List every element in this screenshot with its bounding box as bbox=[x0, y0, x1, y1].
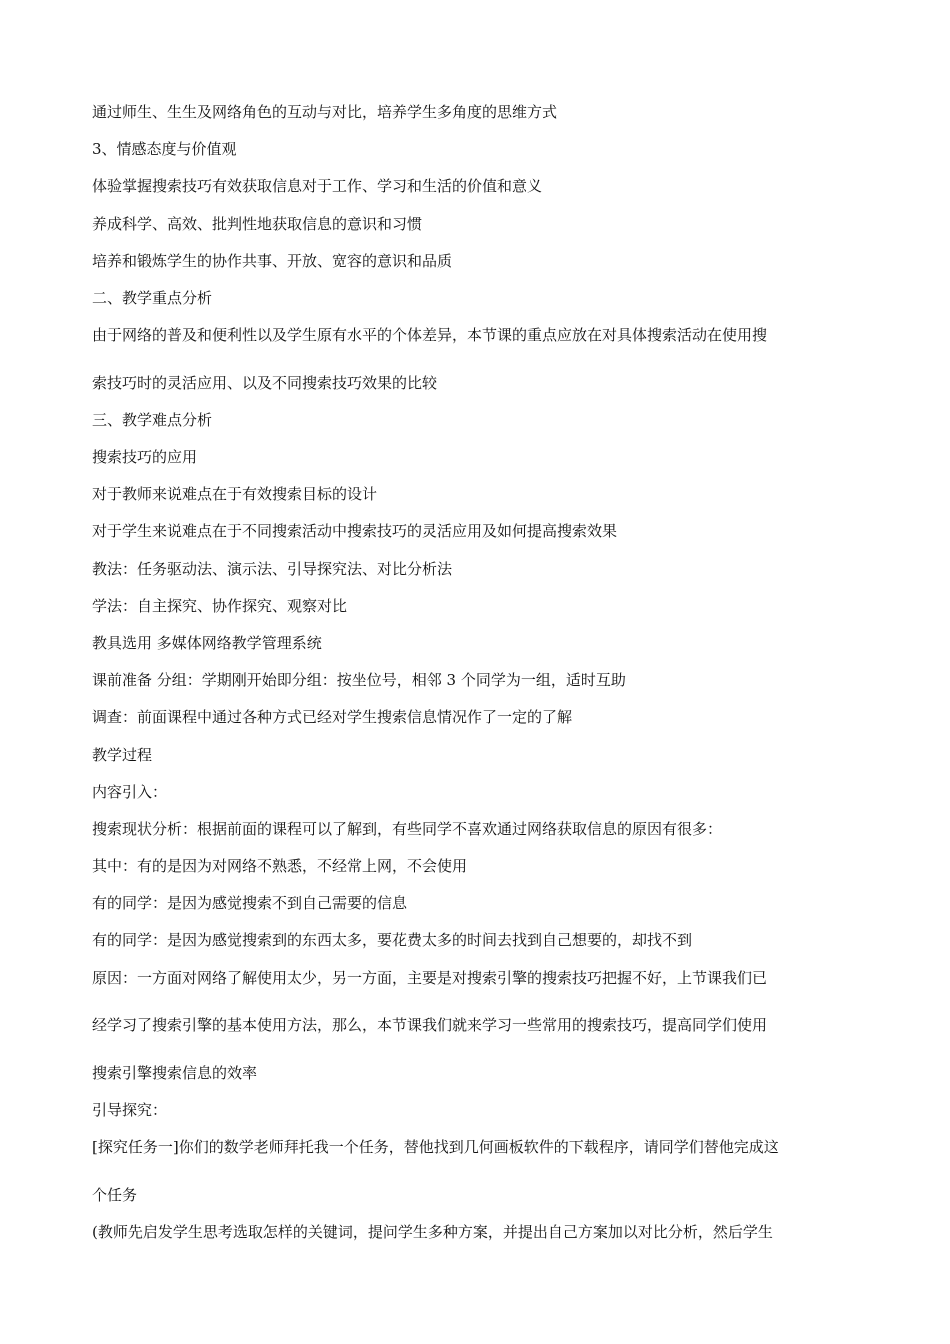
text-line: 由于网络的普及和便利性以及学生原有水平的个体差异，本节课的重点应放在对具体搜索活动在使用搜 bbox=[92, 326, 768, 345]
text-line: 原因：一方面对网络了解使用太少，另一方面，主要是对搜索引擎的搜索技巧把握不好，上节课我们已 bbox=[92, 968, 768, 987]
text-line: 搜索引擎搜索信息的效率 bbox=[92, 1063, 258, 1082]
text-line: 通过师生、生生及网络角色的互动与对比，培养学生多角度的思维方式 bbox=[92, 103, 558, 121]
text-line: 有的同学：是因为感觉搜索到的东西太多，要花费太多的时间去找到自己想要的，却找不到 bbox=[92, 931, 693, 950]
text-line: 其中：有的是因为对网络不熟悉，不经常上网，不会使用 bbox=[92, 857, 468, 876]
text-line: 教具选用 多媒体网络教学管理系统 bbox=[92, 633, 322, 652]
text-line: 有的同学：是因为感觉搜索不到自己需要的信息 bbox=[92, 894, 408, 913]
document-body bbox=[92, 99, 862, 1256]
text-line: 课前准备 分组：学期刚开始即分组：按坐位号，相邻 3 个同学为一组，适时互助 bbox=[92, 671, 626, 690]
text-line: [探究任务一]你们的数学老师拜托我一个任务，替他找到几何画板软件的下载程序，请同学们替他完成这 bbox=[92, 1138, 779, 1156]
section-heading: 二、教学重点分析 bbox=[92, 288, 213, 307]
text-line: 搜索技巧的应用 bbox=[92, 448, 198, 466]
text-line: 搜索现状分析：根据前面的课程可以了解到，有些同学不喜欢通过网络获取信息的原因有很多： bbox=[92, 819, 723, 838]
section-heading: 三、教学难点分析 bbox=[92, 410, 213, 429]
text-line: 对于教师来说难点在于有效搜索目标的设计 bbox=[92, 485, 378, 504]
text-line: 个任务 bbox=[92, 1185, 138, 1204]
text-line: 经学习了搜索引擎的基本使用方法，那么，本节课我们就来学习一些常用的搜索技巧，提高同学们使用 bbox=[92, 1016, 768, 1035]
text-line: 学法：自主探究、协作探究、观察对比 bbox=[92, 596, 348, 615]
section-heading: 3、情感态度与价值观 bbox=[92, 140, 237, 159]
text-line: 培养和锻炼学生的协作共事、开放、宽容的意识和品质 bbox=[92, 251, 453, 270]
text-line: 养成科学、高效、批判性地获取信息的意识和习惯 bbox=[92, 214, 423, 233]
section-heading: 教学过程 bbox=[92, 745, 153, 764]
text-line: 对于学生来说难点在于不同搜索活动中搜索技巧的灵活应用及如何提高搜索效果 bbox=[92, 522, 618, 541]
text-line: (教师先启发学生思考选取怎样的关键词，提问学生多种方案，并提出自己方案加以对比分析，然后学生 bbox=[92, 1222, 773, 1241]
text-line: 索技巧时的灵活应用、以及不同搜索技巧效果的比较 bbox=[92, 373, 438, 392]
text-line: 教法：任务驱动法、演示法、引导探究法、对比分析法 bbox=[92, 559, 453, 578]
text-line: 内容引入： bbox=[92, 782, 168, 801]
text-line: 引导探究： bbox=[92, 1100, 168, 1119]
text-line: 体验掌握搜索技巧有效获取信息对于工作、学习和生活的价值和意义 bbox=[92, 177, 543, 196]
text-line: 调查：前面课程中通过各种方式已经对学生搜索信息情况作了一定的了解 bbox=[92, 708, 573, 727]
